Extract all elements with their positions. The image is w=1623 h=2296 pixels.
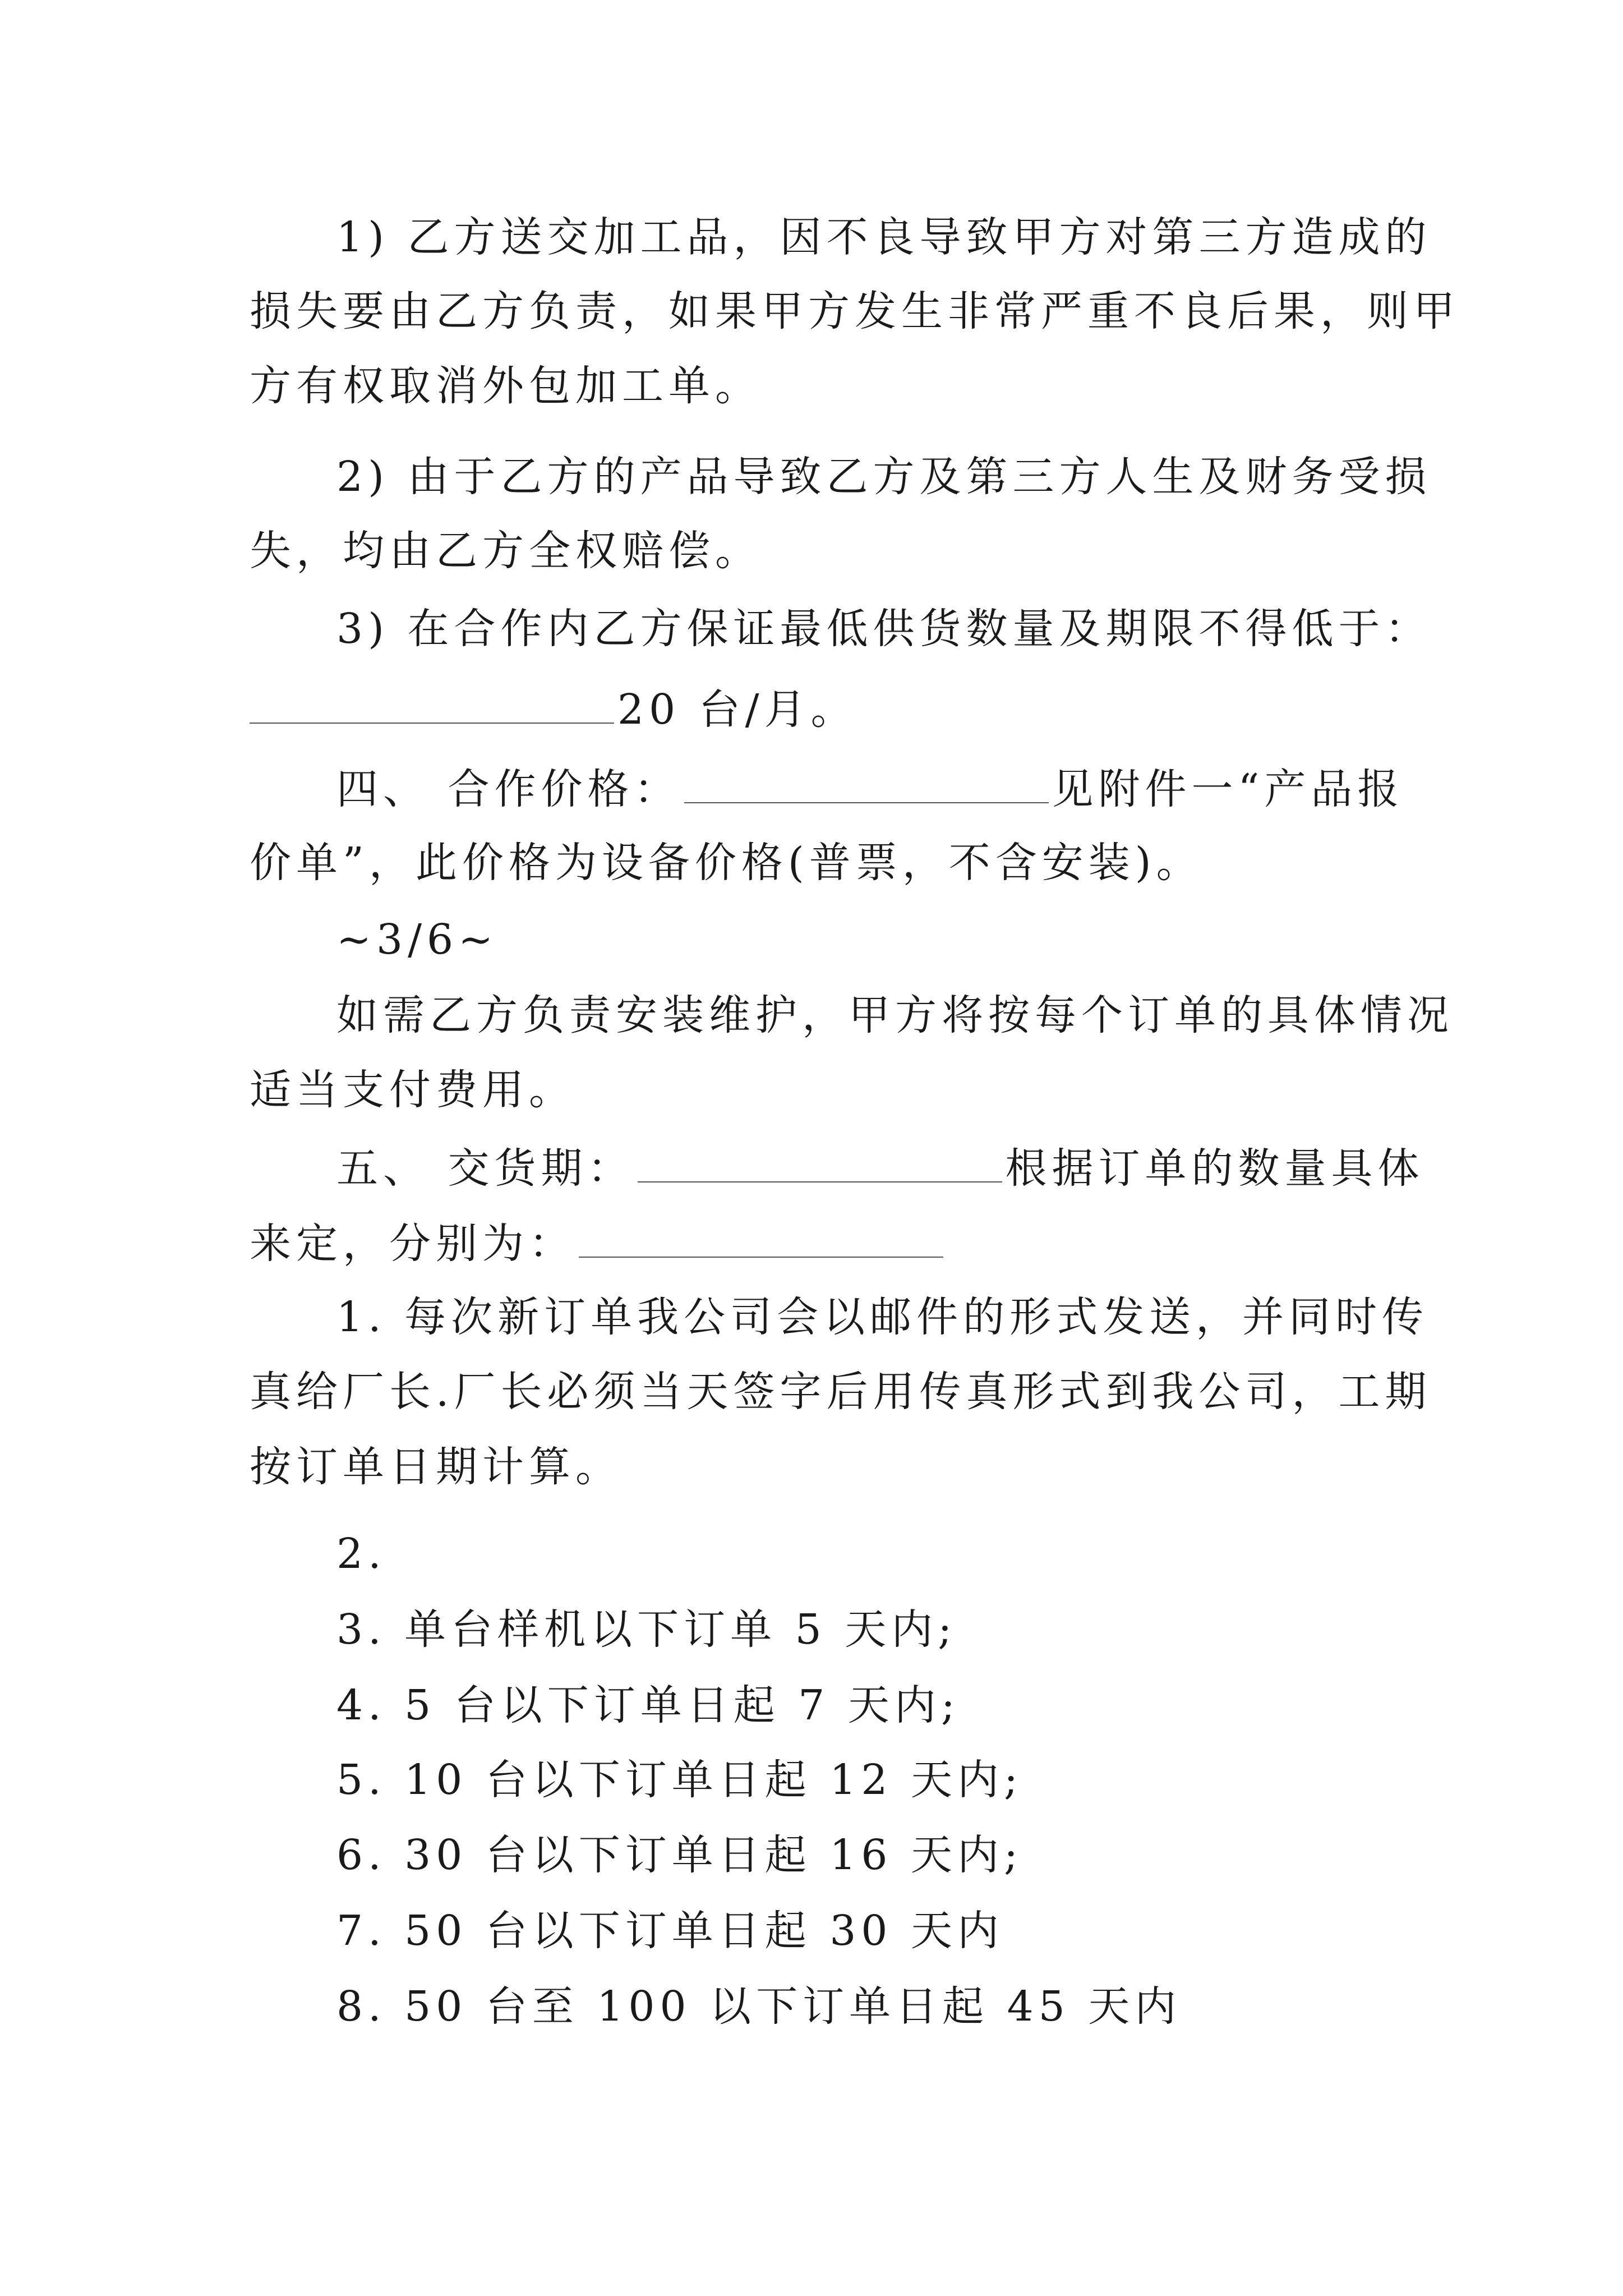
list-item: 3. 单台样机以下订单 5 天内;	[336, 1605, 957, 1654]
fill-in-blank[interactable]	[579, 1217, 943, 1258]
cooperation-price-reference: 见附件一“产品报	[1052, 765, 1404, 813]
list-item: 5. 10 台以下订单日起 12 天内;	[336, 1756, 1023, 1804]
delivery-period-text: 根据订单的数量具体	[1005, 1144, 1424, 1193]
page-number-marker: ~3/6~	[336, 915, 499, 964]
order-process-line-1: 1. 每次新订单我公司会以邮件的形式发送，并同时传	[336, 1293, 1429, 1341]
order-process-line-2: 真给厂长.厂长必须当天签字后用传真形式到我公司，工期	[250, 1368, 1432, 1416]
cooperation-price-label: 四、 合作价格：	[336, 765, 681, 813]
delivery-period-label: 五、 交货期：	[336, 1144, 634, 1193]
delivery-period-line-1	[336, 1142, 1424, 1193]
clause-3-line-1: 3) 在合作内乙方保证最低供货数量及期限不得低于：	[336, 605, 1432, 653]
order-process-line-3: 按订单日期计算。	[250, 1443, 622, 1491]
cooperation-price-line-2: 价单”，此价格为设备价格(普票，不含安装)。	[250, 839, 1203, 887]
fill-in-blank[interactable]	[638, 1142, 1002, 1182]
supply-quantity-text: 20 台/月。	[617, 685, 857, 734]
installation-line-1: 如需乙方负责安装维护，甲方将按每个订单的具体情况	[336, 991, 1454, 1039]
delivery-period-line-2	[250, 1217, 1377, 1268]
list-item: 6. 30 台以下订单日起 16 天内;	[336, 1831, 1023, 1879]
fill-in-blank[interactable]	[684, 763, 1049, 803]
installation-line-2: 适当支付费用。	[250, 1066, 575, 1114]
delivery-period-intro: 来定，分别为：	[250, 1220, 575, 1268]
list-item: 2.	[336, 1530, 386, 1578]
clause-1-line-3: 方有权取消外包加工单。	[250, 362, 762, 410]
list-item: 7. 50 台以下订单日起 30 天内	[336, 1907, 1004, 1955]
clause-1-line-2: 损失要由乙方负责，如果甲方发生非常严重不良后果，则甲	[250, 287, 1460, 335]
cooperation-price-line-1	[336, 763, 1404, 813]
clause-3-line-2	[250, 683, 1377, 734]
fill-in-blank[interactable]	[250, 683, 614, 724]
list-item: 8. 50 台至 100 以下订单日起 45 天内	[336, 1982, 1182, 2031]
clause-2-line-2: 失，均由乙方全权赔偿。	[250, 527, 762, 575]
clause-1-line-1: 1) 乙方送交加工品，因不良导致甲方对第三方造成的	[336, 213, 1432, 261]
list-item: 4. 5 台以下订单日起 7 天内;	[336, 1681, 960, 1729]
clause-2-line-1: 2) 由于乙方的产品导致乙方及第三方人生及财务受损	[336, 453, 1432, 501]
